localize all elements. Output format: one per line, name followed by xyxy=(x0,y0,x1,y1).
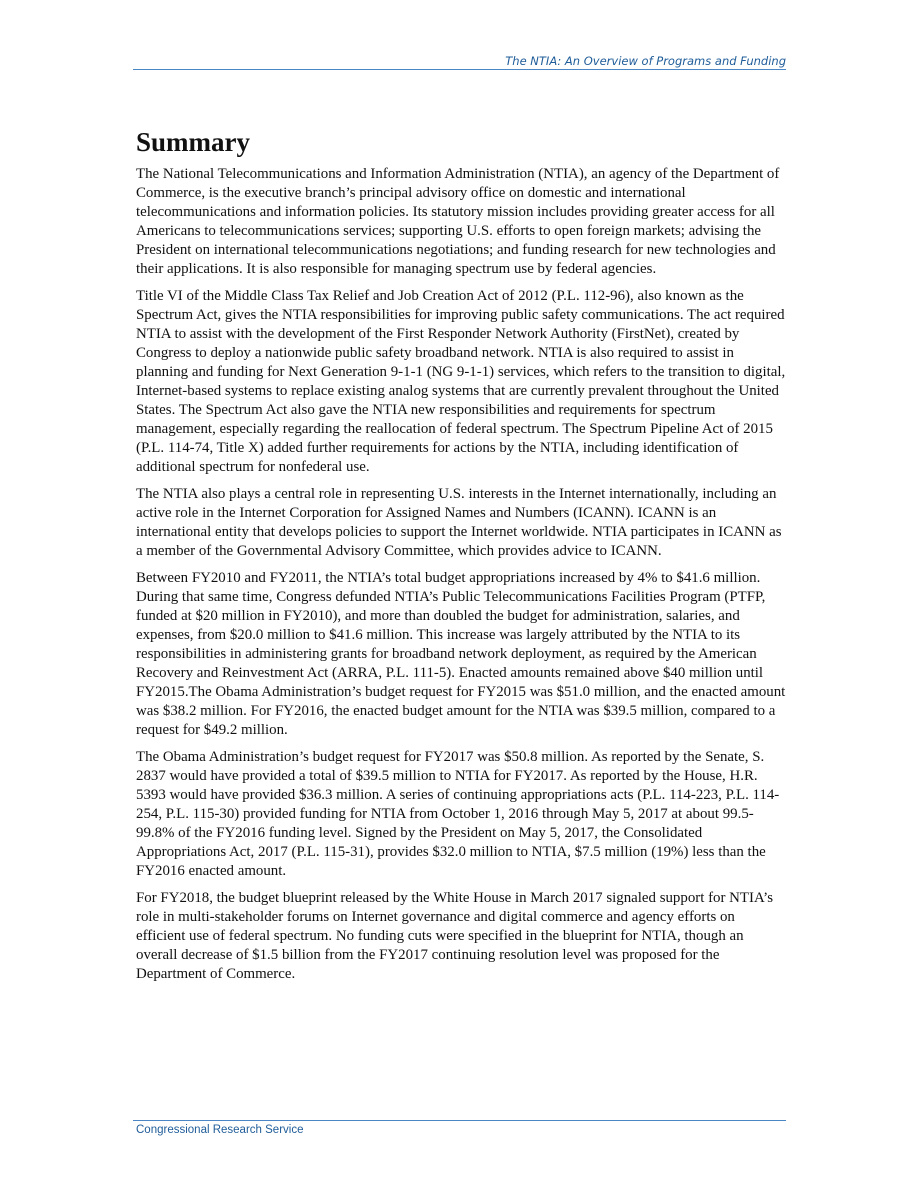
paragraph-fy2017-budget: The Obama Administration’s budget request for FY2017 was $50.8 million. As reported by the Senate, S. 2837 would have provided a total of $39.5 million to NTIA for FY2017. As reported by the House, H.R. 5393 would have provided $36.3 million. A series of continuing appropriations acts (P.L. 114-223, P.L. 114-254, P.L. 115-30) provided funding for NTIA from October 1, 2016 through May 5, 2017 at about 99.5-99.8% of the FY2016 funding level. Signed by the President on May 5, 2017, the Consolidated Appropriations Act, 2017 (P.L. 115-31), provides $32.0 million to NTIA, $7.5 million (19%) less than the FY2016 enacted amount. xyxy=(136,749,780,879)
running-header-title: The NTIA: An Overview of Programs and Funding xyxy=(505,54,786,68)
footer-source: Congressional Research Service xyxy=(136,1124,304,1136)
section-heading: Summary xyxy=(136,127,250,157)
paragraph-fy2018-budget: For FY2018, the budget blueprint released by the White House in March 2017 signaled support for NTIA’s role in multi-stakeholder forums on Internet governance and digital commerce and agency efforts on efficient use of federal spectrum. No funding cuts were specified in the blueprint for NTIA, though an overall decrease of $1.5 billion from the FY2017 continuing resolution level was proposed for the Department of Commerce. xyxy=(136,890,774,982)
paragraph-spectrum-act: Title VI of the Middle Class Tax Relief and Job Creation Act of 2012 (P.L. 112-96), also known as the Spectrum Act, gives the NTIA responsibilities for improving public safety communications. The act required NTIA to assist with the development of the First Responder Network Authority (FirstNet), created by Congress to deploy a nationwide public safety broadband network. NTIA is also required to assist in planning and funding for Next Generation 9-1-1 (NG 9-1-1) services, which refers to the transition to digital, Internet-based systems to replace existing analog systems that are currently prevalent throughout the United States. The Spectrum Act also gave the NTIA new responsibilities and requirements for spectrum management, especially regarding the reallocation of federal spectrum. The Spectrum Pipeline Act of 2015 (P.L. 114-74, Title X) added further requirements for actions by the NTIA, including identification of additional spectrum for nonfederal use. xyxy=(136,288,786,475)
paragraph-icann: The NTIA also plays a central role in representing U.S. interests in the Internet internationally, including an active role in the Internet Corporation for Assigned Names and Numbers (ICANN). ICANN is an international entity that develops policies to support the Internet worldwide. NTIA participates in ICANN as a member of the Governmental Advisory Committee, which provides advice to ICANN. xyxy=(136,486,782,559)
paragraph-ntia-overview: The National Telecommunications and Information Administration (NTIA), an agency of the Department of Commerce, is the executive branch’s principal advisory office on domestic and international telecommunications and information policies. Its statutory mission includes providing greater access for all Americans to telecommunications services; supporting U.S. efforts to open foreign markets; advising the President on international telecommunications negotiations; and funding research for new technologies and their applications. It is also responsible for managing spectrum use by federal agencies. xyxy=(136,166,780,277)
header-divider xyxy=(133,69,786,70)
paragraph-fy2010-fy2016-budget: Between FY2010 and FY2011, the NTIA’s total budget appropriations increased by 4% to $41.6 million. During that same time, Congress defunded NTIA’s Public Telecommunications Facilities Program (PTFP, funded at $20 million in FY2010), and more than doubled the budget for administration, salaries, and expenses, from $20.0 million to $41.6 million. This increase was largely attributed by the NTIA to its responsibilities in administering grants for broadband network deployment, as required by the American Recovery and Reinvestment Act (ARRA, P.L. 111-5). Enacted amounts remained above $40 million until FY2015.The Obama Administration’s budget request for FY2015 was $51.0 million, and the enacted amount was $38.2 million. For FY2016, the enacted budget amount for the NTIA was $39.5 million, compared to a request for $49.2 million. xyxy=(136,570,786,738)
summary-section xyxy=(136,125,786,992)
footer-divider xyxy=(133,1120,786,1121)
